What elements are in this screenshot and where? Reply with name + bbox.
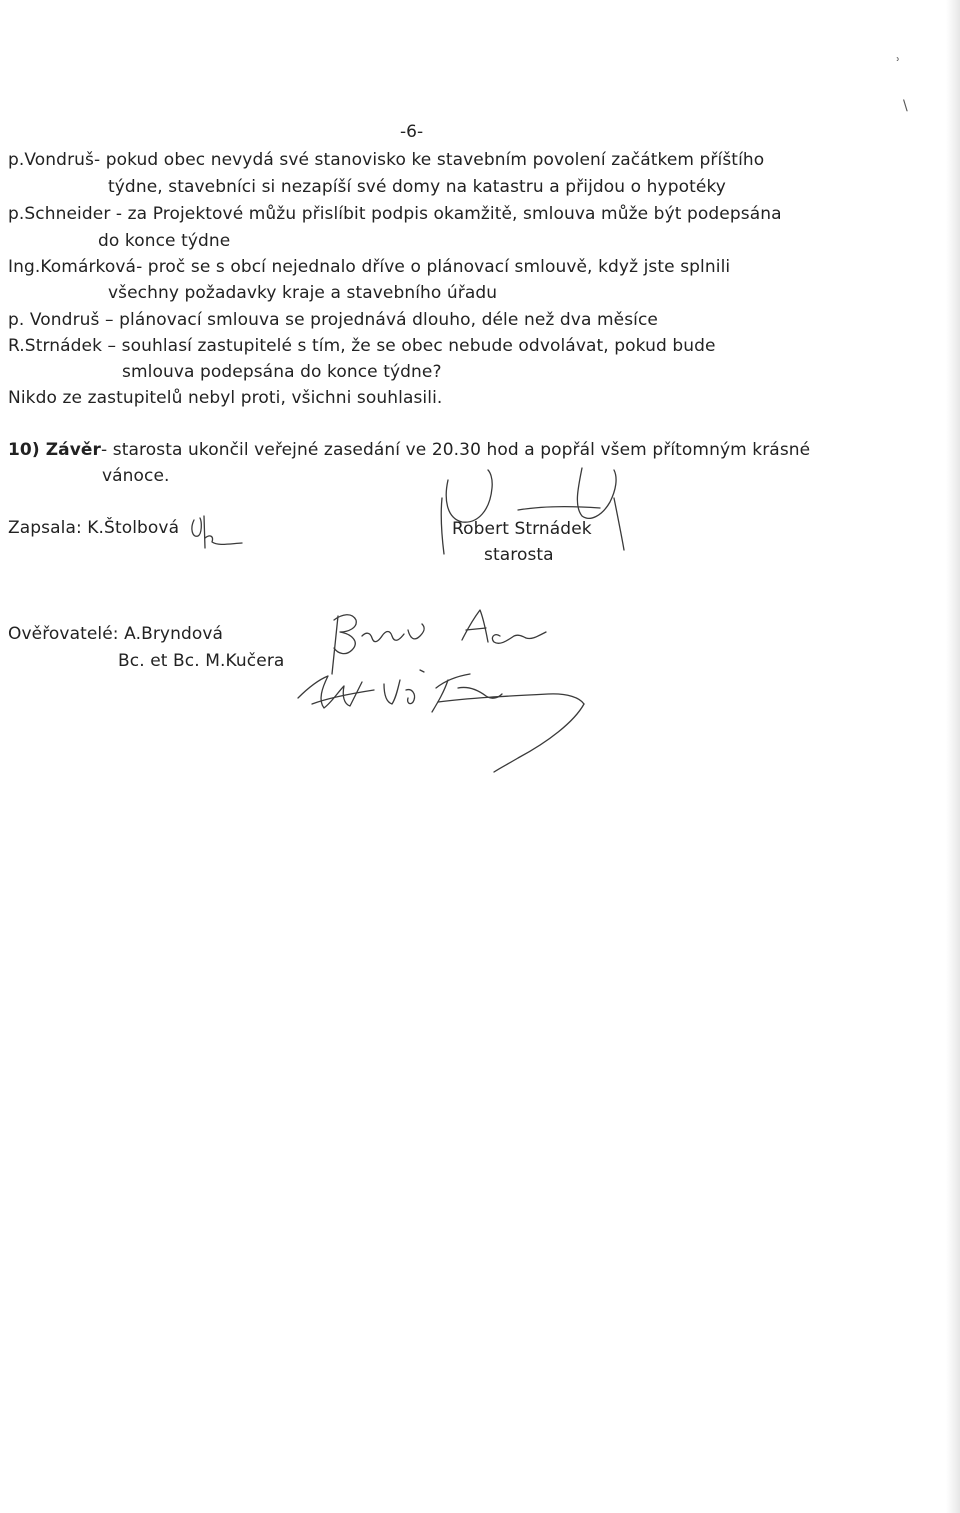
verifiers-second: Bc. et Bc. M.Kučera [118,651,285,671]
discussion-line: p. Vondruš – plánovací smlouva se projednává dlouho, déle než dva měsíce [8,310,658,330]
discussion-line: Ing.Komárková- proč se s obcí nejednalo dříve o plánovací smlouvě, když jste splnili [8,257,731,277]
verifier-kucera-signature [288,658,598,778]
discussion-line: všechny požadavky kraje a stavebního úřadu [108,283,498,303]
verifiers-label: Ověřovatelé: A.Bryndová [8,624,224,644]
discussion-line: R.Strnádek – souhlasí zastupitelé s tím, že se obec nebude odvolávat, pokud bude [8,336,716,356]
discussion-line: do konce týdne [98,231,231,251]
mayor-name: Robert Strnádek [452,519,592,539]
page-number: -6- [400,122,424,142]
conclusion-line: vánoce. [102,466,170,486]
conclusion-text: - starosta ukončil veřejné zasedání ve 20.30 hod a popřál všem přítomným krásné [101,440,811,460]
discussion-line: Nikdo ze zastupitelů nebyl proti, všichni souhlasili. [8,388,443,408]
scan-edge [946,0,960,1513]
scan-mark: ʾ [896,56,901,72]
mayor-title: starosta [484,545,554,565]
scan-mark: \ [903,98,908,114]
mayor-signature [432,458,642,558]
conclusion-heading: 10) Závěr [8,440,102,460]
recorder-signature [180,508,260,558]
discussion-line: smlouva podepsána do konce týdne? [122,362,442,382]
discussion-line: p.Vondruš- pokud obec nevydá své stanovisko ke stavebním povolení začátkem příštího [8,150,765,170]
discussion-line: p.Schneider - za Projektové můžu přislíbit podpis okamžitě, smlouva může být podepsána [8,204,782,224]
conclusion-line [8,440,810,460]
recorder-label: Zapsala: K.Štolbová [8,518,180,538]
discussion-line: týdne, stavebníci si nezapíší své domy na katastru a přijdou o hypotéky [108,177,726,197]
